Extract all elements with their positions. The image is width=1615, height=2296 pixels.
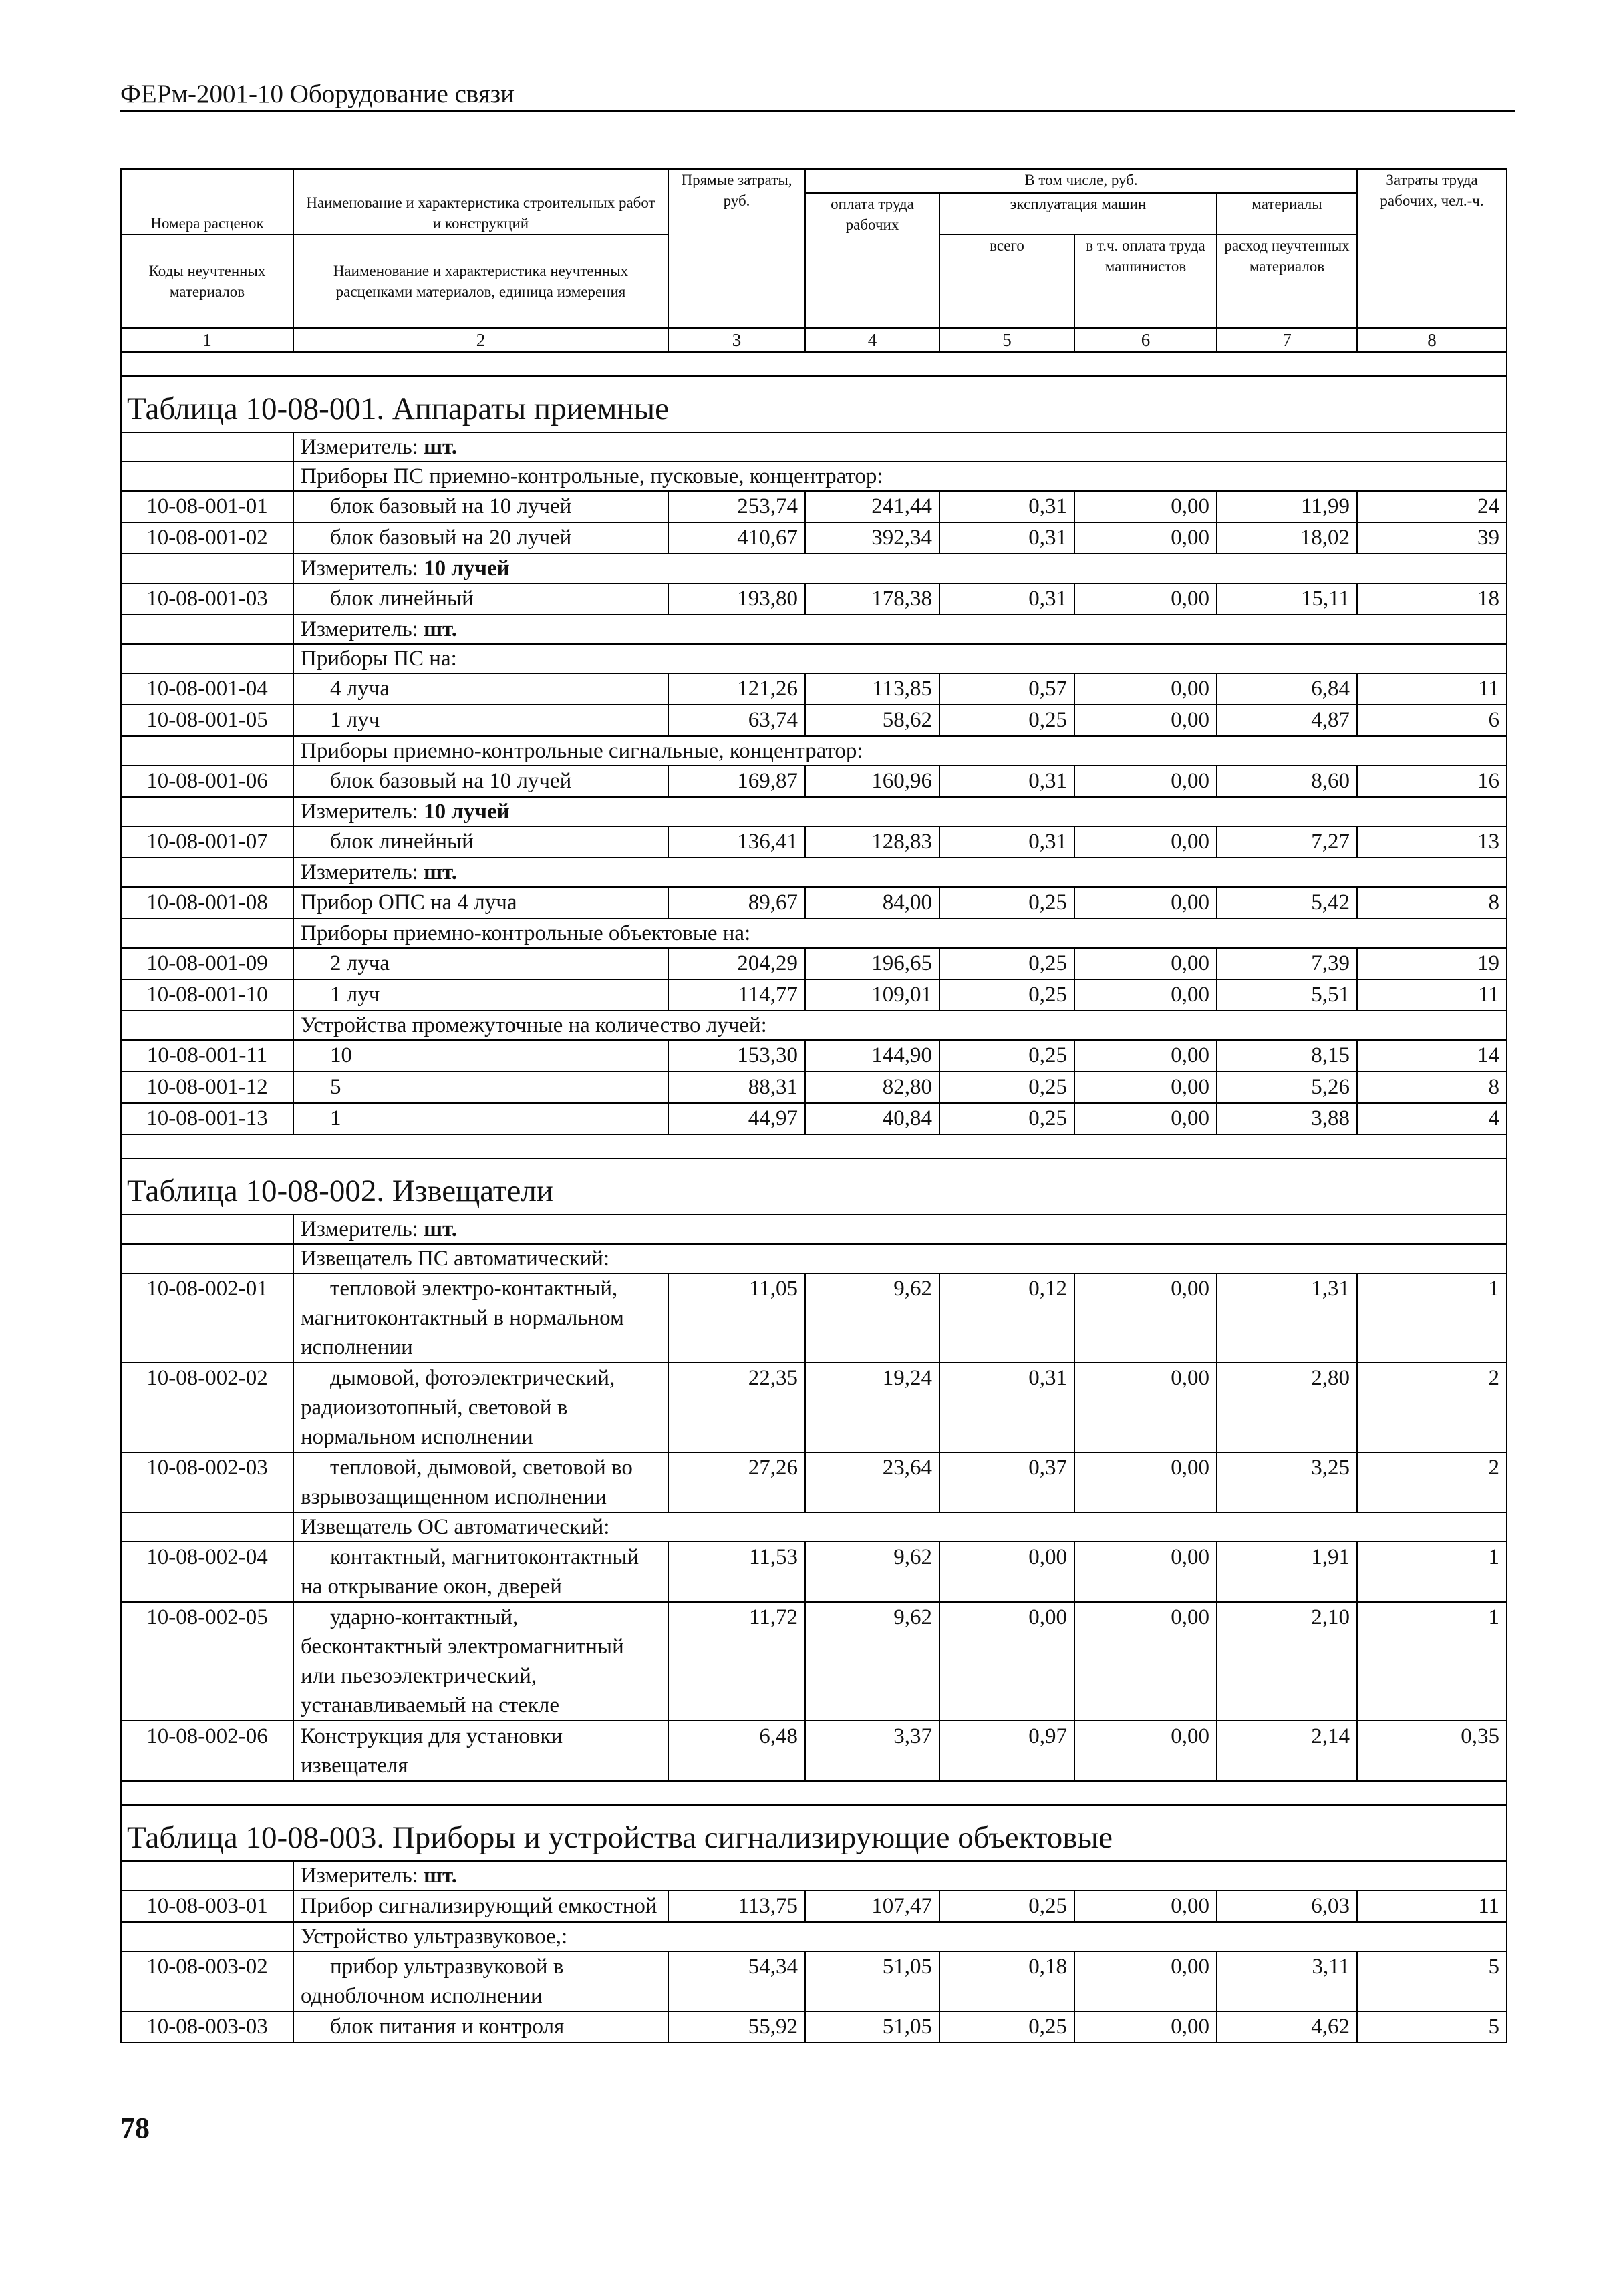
measure-unit: шт. xyxy=(424,1864,457,1888)
machines-labor-value: 0,00 xyxy=(1074,522,1217,554)
direct-costs-value: 6,48 xyxy=(668,1721,805,1781)
labor-costs-value: 2 xyxy=(1357,1363,1507,1452)
work-name-text: 1 xyxy=(330,1106,341,1130)
column-number-row xyxy=(121,328,1507,352)
materials-value: 6,84 xyxy=(1217,673,1357,705)
work-name-text: дымовой, фотоэлектрический, радиоизотопный, световой в нормальном исполнении xyxy=(301,1366,615,1449)
rate-code: 10-08-002-03 xyxy=(121,1452,293,1512)
work-name xyxy=(293,887,668,919)
machines-labor-value: 0,00 xyxy=(1074,1951,1217,2011)
materials-value: 4,87 xyxy=(1217,705,1357,736)
work-name xyxy=(293,979,668,1011)
labor-costs-value: 1 xyxy=(1357,1273,1507,1363)
table-row xyxy=(121,705,1507,736)
materials-value: 3,88 xyxy=(1217,1103,1357,1134)
rate-code: 10-08-001-02 xyxy=(121,522,293,554)
rate-code: 10-08-003-01 xyxy=(121,1891,293,1922)
labor-costs-value: 5 xyxy=(1357,2011,1507,2043)
work-name-text: контактный, магнитоконтактный на открывание окон, дверей xyxy=(301,1545,639,1599)
work-name-text: Конструкция для установки извещателя xyxy=(301,1724,563,1778)
machines-labor-value: 0,00 xyxy=(1074,826,1217,858)
work-name xyxy=(293,766,668,797)
labor-pay-value: 51,05 xyxy=(805,2011,939,2043)
machines-total-value: 0,25 xyxy=(939,948,1074,979)
materials-value: 5,42 xyxy=(1217,887,1357,919)
work-name-text: блок питания и контроля xyxy=(330,2015,565,2039)
direct-costs-value: 410,67 xyxy=(668,522,805,554)
work-name-text: 4 луча xyxy=(330,677,390,701)
rate-code: 10-08-001-04 xyxy=(121,673,293,705)
work-name-text: 5 xyxy=(330,1075,341,1099)
rate-code: 10-08-002-05 xyxy=(121,1602,293,1721)
header-direct-costs: Прямые затраты, руб. xyxy=(668,169,805,328)
machines-labor-value: 0,00 xyxy=(1074,948,1217,979)
measure-row xyxy=(121,1861,1507,1891)
machines-total-value: 0,25 xyxy=(939,1040,1074,1072)
work-name xyxy=(293,1542,668,1602)
measure-unit: шт. xyxy=(424,860,457,884)
direct-costs-value: 89,67 xyxy=(668,887,805,919)
measure-unit: шт. xyxy=(424,1217,457,1241)
measure-label: Измеритель: xyxy=(301,435,418,459)
machines-total-value: 0,25 xyxy=(939,979,1074,1011)
work-name-text: блок базовый на 10 лучей xyxy=(330,494,572,518)
machines-total-value: 0,31 xyxy=(939,522,1074,554)
machines-total-value: 0,25 xyxy=(939,1072,1074,1103)
labor-costs-value: 24 xyxy=(1357,491,1507,522)
labor-pay-value: 144,90 xyxy=(805,1040,939,1072)
table-row xyxy=(121,1721,1507,1781)
column-number: 3 xyxy=(668,328,805,352)
labor-costs-value: 4 xyxy=(1357,1103,1507,1134)
rate-code: 10-08-001-01 xyxy=(121,491,293,522)
labor-pay-value: 160,96 xyxy=(805,766,939,797)
machines-labor-value: 0,00 xyxy=(1074,1040,1217,1072)
table-title: Таблица 10-08-003. Приборы и устройства сигнализирующие объектовые xyxy=(121,1805,1507,1861)
labor-costs-value: 19 xyxy=(1357,948,1507,979)
table-spacer xyxy=(121,1134,1507,1158)
rates-table xyxy=(120,168,1507,2043)
machines-total-value: 0,31 xyxy=(939,826,1074,858)
column-number: 1 xyxy=(121,328,293,352)
labor-costs-value: 11 xyxy=(1357,673,1507,705)
labor-costs-value: 8 xyxy=(1357,1072,1507,1103)
table-row xyxy=(121,1363,1507,1452)
machines-labor-value: 0,00 xyxy=(1074,583,1217,615)
page-title: ФЕРм-2001-10 Оборудование связи xyxy=(120,79,515,108)
measure-unit: шт. xyxy=(424,617,457,641)
work-name xyxy=(293,1602,668,1721)
header-work-name: Наименование и характеристика строительных работ и конструкций xyxy=(293,169,668,234)
machines-total-value: 0,25 xyxy=(939,1891,1074,1922)
machines-total-value: 0,97 xyxy=(939,1721,1074,1781)
rate-code: 10-08-001-08 xyxy=(121,887,293,919)
work-name xyxy=(293,1273,668,1363)
direct-costs-value: 22,35 xyxy=(668,1363,805,1452)
header-labor-pay: оплата труда рабочих xyxy=(805,193,939,328)
group-row xyxy=(121,644,1507,673)
labor-costs-value: 11 xyxy=(1357,1891,1507,1922)
table-row xyxy=(121,948,1507,979)
materials-value: 15,11 xyxy=(1217,583,1357,615)
measure-row xyxy=(121,615,1507,644)
labor-pay-value: 19,24 xyxy=(805,1363,939,1452)
work-name-text: тепловой электро-контактный, магнитоконтактный в нормальном исполнении xyxy=(301,1277,624,1359)
table-row xyxy=(121,1452,1507,1512)
labor-costs-value: 1 xyxy=(1357,1602,1507,1721)
group-title: Устройство ультразвуковое,: xyxy=(293,1922,1507,1951)
labor-pay-value: 51,05 xyxy=(805,1951,939,2011)
measure-unit: шт. xyxy=(424,435,457,459)
group-title: Извещатель ПС автоматический: xyxy=(293,1244,1507,1273)
group-row xyxy=(121,1011,1507,1040)
direct-costs-value: 121,26 xyxy=(668,673,805,705)
work-name-text: блок базовый на 20 лучей xyxy=(330,526,572,550)
labor-pay-value: 109,01 xyxy=(805,979,939,1011)
direct-costs-value: 54,34 xyxy=(668,1951,805,2011)
column-number: 4 xyxy=(805,328,939,352)
labor-pay-value: 84,00 xyxy=(805,887,939,919)
materials-value: 2,14 xyxy=(1217,1721,1357,1781)
machines-total-value: 0,18 xyxy=(939,1951,1074,2011)
work-name-text: 1 луч xyxy=(330,983,380,1007)
machines-total-value: 0,00 xyxy=(939,1542,1074,1602)
work-name xyxy=(293,583,668,615)
labor-pay-value: 58,62 xyxy=(805,705,939,736)
group-title: Приборы ПС приемно-контрольные, пусковые, концентратор: xyxy=(293,462,1507,491)
materials-value: 1,31 xyxy=(1217,1273,1357,1363)
materials-value: 2,10 xyxy=(1217,1602,1357,1721)
table-row xyxy=(121,1602,1507,1721)
direct-costs-value: 88,31 xyxy=(668,1072,805,1103)
direct-costs-value: 55,92 xyxy=(668,2011,805,2043)
rate-code: 10-08-002-01 xyxy=(121,1273,293,1363)
table-body xyxy=(121,352,1507,2043)
rate-code: 10-08-001-13 xyxy=(121,1103,293,1134)
machines-labor-value: 0,00 xyxy=(1074,2011,1217,2043)
labor-costs-value: 5 xyxy=(1357,1951,1507,2011)
measure-label: Измеритель: xyxy=(301,556,418,581)
materials-value: 7,39 xyxy=(1217,948,1357,979)
machines-total-value: 0,37 xyxy=(939,1452,1074,1512)
table-row xyxy=(121,583,1507,615)
machines-total-value: 0,00 xyxy=(939,1602,1074,1721)
direct-costs-value: 169,87 xyxy=(668,766,805,797)
materials-value: 3,25 xyxy=(1217,1452,1357,1512)
work-name xyxy=(293,948,668,979)
table-row xyxy=(121,766,1507,797)
labor-pay-value: 82,80 xyxy=(805,1072,939,1103)
work-name-text: 10 xyxy=(330,1043,352,1068)
table-row xyxy=(121,1103,1507,1134)
machines-labor-value: 0,00 xyxy=(1074,1721,1217,1781)
machines-labor-value: 0,00 xyxy=(1074,766,1217,797)
materials-value: 1,91 xyxy=(1217,1542,1357,1602)
header-labor-costs: Затраты труда рабочих, чел.-ч. xyxy=(1357,169,1507,328)
group-row xyxy=(121,1244,1507,1273)
work-name xyxy=(293,1103,668,1134)
work-name xyxy=(293,1951,668,2011)
table-row xyxy=(121,1891,1507,1922)
group-row xyxy=(121,1512,1507,1542)
materials-value: 3,11 xyxy=(1217,1951,1357,2011)
group-title: Устройства промежуточные на количество лучей: xyxy=(293,1011,1507,1040)
table-row xyxy=(121,2011,1507,2043)
measure-label: Измеритель: xyxy=(301,860,418,884)
materials-value: 18,02 xyxy=(1217,522,1357,554)
work-name xyxy=(293,826,668,858)
header-material-name: Наименование и характеристика неучтенных расценками материалов, единица измерения xyxy=(293,234,668,328)
table-row xyxy=(121,887,1507,919)
measure-unit: 10 лучей xyxy=(424,556,510,581)
work-name-text: ударно-контактный, бесконтактный электромагнитный или пьезоэлектрический, устанавливаемый на стекле xyxy=(301,1605,624,1717)
work-name-text: 2 луча xyxy=(330,951,390,975)
measure-unit: 10 лучей xyxy=(424,800,510,824)
labor-pay-value: 241,44 xyxy=(805,491,939,522)
measure-row xyxy=(121,858,1507,887)
work-name-text: блок линейный xyxy=(330,830,474,854)
machines-labor-value: 0,00 xyxy=(1074,1602,1217,1721)
labor-pay-value: 107,47 xyxy=(805,1891,939,1922)
group-row xyxy=(121,1922,1507,1951)
labor-costs-value: 1 xyxy=(1357,1542,1507,1602)
labor-pay-value: 9,62 xyxy=(805,1273,939,1363)
header-rate-numbers: Номера расценок xyxy=(121,169,293,234)
machines-total-value: 0,25 xyxy=(939,705,1074,736)
group-title: Приборы ПС на: xyxy=(293,644,1507,673)
machines-labor-value: 0,00 xyxy=(1074,1891,1217,1922)
labor-costs-value: 39 xyxy=(1357,522,1507,554)
work-name xyxy=(293,1452,668,1512)
direct-costs-value: 114,77 xyxy=(668,979,805,1011)
rate-code: 10-08-001-03 xyxy=(121,583,293,615)
rate-code: 10-08-001-07 xyxy=(121,826,293,858)
machines-labor-value: 0,00 xyxy=(1074,887,1217,919)
machines-total-value: 0,25 xyxy=(939,887,1074,919)
machines-labor-value: 0,00 xyxy=(1074,1072,1217,1103)
materials-value: 8,15 xyxy=(1217,1040,1357,1072)
direct-costs-value: 136,41 xyxy=(668,826,805,858)
labor-costs-value: 18 xyxy=(1357,583,1507,615)
machines-total-value: 0,31 xyxy=(939,583,1074,615)
labor-costs-value: 11 xyxy=(1357,979,1507,1011)
machines-total-value: 0,31 xyxy=(939,1363,1074,1452)
materials-value: 8,60 xyxy=(1217,766,1357,797)
labor-pay-value: 23,64 xyxy=(805,1452,939,1512)
labor-costs-value: 2 xyxy=(1357,1452,1507,1512)
machines-total-value: 0,31 xyxy=(939,491,1074,522)
machines-labor-value: 0,00 xyxy=(1074,705,1217,736)
work-name xyxy=(293,673,668,705)
rate-code: 10-08-002-06 xyxy=(121,1721,293,1781)
labor-pay-value: 113,85 xyxy=(805,673,939,705)
group-row xyxy=(121,462,1507,491)
machines-labor-value: 0,00 xyxy=(1074,1273,1217,1363)
table-row xyxy=(121,673,1507,705)
rate-code: 10-08-003-03 xyxy=(121,2011,293,2043)
table-spacer xyxy=(121,1781,1507,1805)
header-material-codes: Коды неучтенных материалов xyxy=(121,234,293,328)
direct-costs-value: 193,80 xyxy=(668,583,805,615)
work-name xyxy=(293,2011,668,2043)
table-row xyxy=(121,1951,1507,2011)
group-title: Приборы приемно-контрольные сигнальные, концентратор: xyxy=(293,736,1507,766)
labor-pay-value: 9,62 xyxy=(805,1542,939,1602)
rate-code: 10-08-001-10 xyxy=(121,979,293,1011)
machines-labor-value: 0,00 xyxy=(1074,1103,1217,1134)
machines-total-value: 0,31 xyxy=(939,766,1074,797)
machines-total-value: 0,25 xyxy=(939,2011,1074,2043)
labor-costs-value: 8 xyxy=(1357,887,1507,919)
header-machines: эксплуатация машин xyxy=(939,193,1217,234)
header-machines-total: всего xyxy=(939,234,1074,328)
rate-code: 10-08-002-04 xyxy=(121,1542,293,1602)
machines-labor-value: 0,00 xyxy=(1074,1542,1217,1602)
group-title: Извещатель ОС автоматический: xyxy=(293,1512,1507,1542)
group-row xyxy=(121,736,1507,766)
machines-labor-value: 0,00 xyxy=(1074,491,1217,522)
table-row xyxy=(121,979,1507,1011)
table-row xyxy=(121,491,1507,522)
column-number: 8 xyxy=(1357,328,1507,352)
measure-row xyxy=(121,554,1507,583)
labor-pay-value: 3,37 xyxy=(805,1721,939,1781)
direct-costs-value: 63,74 xyxy=(668,705,805,736)
work-name xyxy=(293,1721,668,1781)
machines-labor-value: 0,00 xyxy=(1074,979,1217,1011)
measure-label: Измеритель: xyxy=(301,1864,418,1888)
measure-row xyxy=(121,1214,1507,1244)
work-name xyxy=(293,491,668,522)
measure-label: Измеритель: xyxy=(301,1217,418,1241)
measure-row xyxy=(121,432,1507,462)
measure-label: Измеритель: xyxy=(301,800,418,824)
group-row xyxy=(121,919,1507,948)
page-number: 78 xyxy=(120,2112,150,2144)
column-number: 2 xyxy=(293,328,668,352)
labor-pay-value: 178,38 xyxy=(805,583,939,615)
header-including: В том числе, руб. xyxy=(805,169,1357,193)
direct-costs-value: 204,29 xyxy=(668,948,805,979)
table-row xyxy=(121,522,1507,554)
work-name xyxy=(293,522,668,554)
labor-costs-value: 6 xyxy=(1357,705,1507,736)
table-row xyxy=(121,1072,1507,1103)
rate-code: 10-08-003-02 xyxy=(121,1951,293,2011)
rate-code: 10-08-001-05 xyxy=(121,705,293,736)
work-name-text: тепловой, дымовой, световой во взрывозащищенном исполнении xyxy=(301,1456,633,1509)
measure-row xyxy=(121,797,1507,826)
materials-value: 4,62 xyxy=(1217,2011,1357,2043)
header-rule xyxy=(120,110,1515,112)
column-number: 7 xyxy=(1217,328,1357,352)
header-machines-labor: в т.ч. оплата труда машинистов xyxy=(1074,234,1217,328)
header-materials: материалы xyxy=(1217,193,1357,234)
work-name xyxy=(293,1040,668,1072)
work-name xyxy=(293,1363,668,1452)
direct-costs-value: 11,05 xyxy=(668,1273,805,1363)
group-title: Приборы приемно-контрольные объектовые на: xyxy=(293,919,1507,948)
rate-code: 10-08-001-12 xyxy=(121,1072,293,1103)
column-number: 6 xyxy=(1074,328,1217,352)
direct-costs-value: 113,75 xyxy=(668,1891,805,1922)
machines-total-value: 0,25 xyxy=(939,1103,1074,1134)
work-name xyxy=(293,1891,668,1922)
rate-code: 10-08-001-09 xyxy=(121,948,293,979)
rate-code: 10-08-001-06 xyxy=(121,766,293,797)
table-row xyxy=(121,1273,1507,1363)
measure-label: Измеритель: xyxy=(301,617,418,641)
table-header xyxy=(121,169,1507,352)
machines-total-value: 0,57 xyxy=(939,673,1074,705)
work-name-text: блок линейный xyxy=(330,587,474,611)
header-materials-consumption: расход неучтенных материалов xyxy=(1217,234,1357,328)
column-number: 5 xyxy=(939,328,1074,352)
materials-value: 6,03 xyxy=(1217,1891,1357,1922)
machines-labor-value: 0,00 xyxy=(1074,1452,1217,1512)
work-name-text: 1 луч xyxy=(330,708,380,732)
direct-costs-value: 253,74 xyxy=(668,491,805,522)
labor-pay-value: 196,65 xyxy=(805,948,939,979)
rate-code: 10-08-001-11 xyxy=(121,1040,293,1072)
direct-costs-value: 153,30 xyxy=(668,1040,805,1072)
labor-costs-value: 14 xyxy=(1357,1040,1507,1072)
labor-pay-value: 128,83 xyxy=(805,826,939,858)
machines-total-value: 0,12 xyxy=(939,1273,1074,1363)
direct-costs-value: 11,72 xyxy=(668,1602,805,1721)
machines-labor-value: 0,00 xyxy=(1074,1363,1217,1452)
table-spacer xyxy=(121,352,1507,376)
materials-value: 11,99 xyxy=(1217,491,1357,522)
direct-costs-value: 44,97 xyxy=(668,1103,805,1134)
work-name xyxy=(293,1072,668,1103)
labor-costs-value: 13 xyxy=(1357,826,1507,858)
table-title-row xyxy=(121,376,1507,432)
table-title: Таблица 10-08-002. Извещатели xyxy=(121,1158,1507,1214)
rate-code: 10-08-002-02 xyxy=(121,1363,293,1452)
labor-pay-value: 9,62 xyxy=(805,1602,939,1721)
work-name-text: Прибор ОПС на 4 луча xyxy=(301,890,517,915)
direct-costs-value: 11,53 xyxy=(668,1542,805,1602)
materials-value: 2,80 xyxy=(1217,1363,1357,1452)
materials-value: 5,51 xyxy=(1217,979,1357,1011)
table-row xyxy=(121,1542,1507,1602)
work-name xyxy=(293,705,668,736)
table-title-row xyxy=(121,1158,1507,1214)
labor-costs-value: 16 xyxy=(1357,766,1507,797)
labor-pay-value: 40,84 xyxy=(805,1103,939,1134)
table-row xyxy=(121,1040,1507,1072)
work-name-text: прибор ультразвуковой в одноблочном исполнении xyxy=(301,1955,564,2008)
table-row xyxy=(121,826,1507,858)
table-title-row xyxy=(121,1805,1507,1861)
work-name-text: блок базовый на 10 лучей xyxy=(330,769,572,793)
machines-labor-value: 0,00 xyxy=(1074,673,1217,705)
materials-value: 5,26 xyxy=(1217,1072,1357,1103)
materials-value: 7,27 xyxy=(1217,826,1357,858)
labor-pay-value: 392,34 xyxy=(805,522,939,554)
direct-costs-value: 27,26 xyxy=(668,1452,805,1512)
labor-costs-value: 0,35 xyxy=(1357,1721,1507,1781)
work-name-text: Прибор сигнализирующий емкостной xyxy=(301,1894,657,1918)
table-title: Таблица 10-08-001. Аппараты приемные xyxy=(121,376,1507,432)
